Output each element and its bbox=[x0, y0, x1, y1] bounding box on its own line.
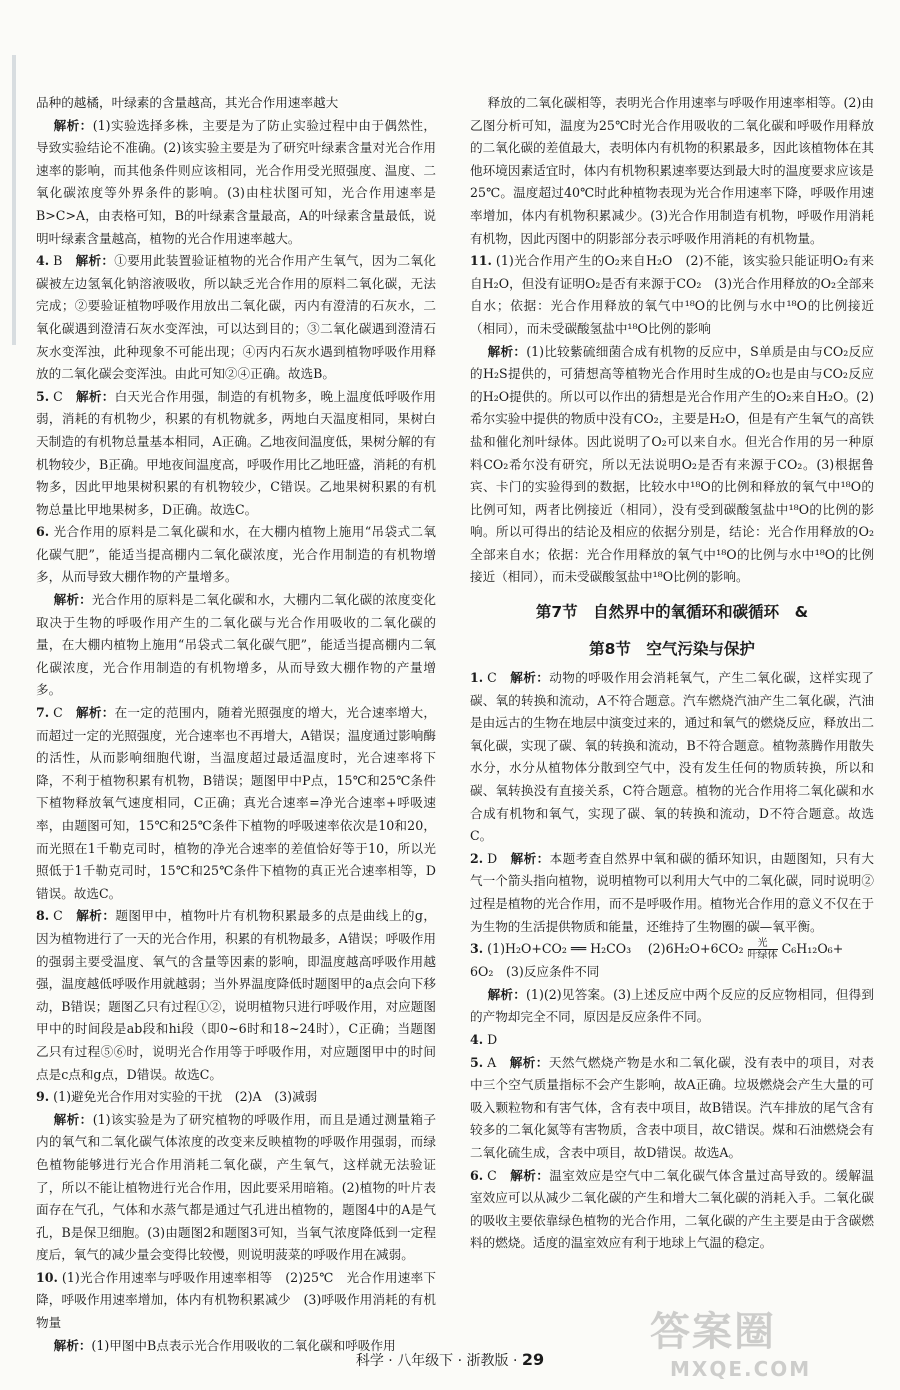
equation-1: (1)H₂O+CO₂ ══ H₂CO₃ bbox=[487, 941, 632, 957]
analysis-paragraph: 解析：(1)实验选择多株，主要是为了防止实验过程中由于偶然性，导致实验结论不准确。(2)该实验主要是为了研究叶绿素含量对光合作用速率的影响，而其他条件则应该相同，光合作用受光照强度、温度、二氧化碳浓度等外界条件的影响。(3)由柱状图可知，光合作用速率是B>C>A，由表格可知，B的叶绿素含量最高，A的叶绿素含量最低，说明叶绿素含量越高，植物的光合作用速率越大。 bbox=[36, 117, 437, 246]
analysis-paragraph: 解析：(1)甲图中B点表示光合作用吸收的二氧化碳和呼吸作用 bbox=[53, 1337, 396, 1353]
text-paragraph: 释放的二氧化碳相等，表明光合作用速率与呼吸作用速率相等。(2)由乙图分析可知，温度为25℃时光合作用吸收的二氧化碳和呼吸作用释放的二氧化碳的差值最大，表明体内有机物的积累最多，因此该植物体在其他环境因素适宜时，体内有机物积累速率要达到最大时的温度要求应该是25℃。温度超过40℃时此种植物表现为光合作用速率下降，呼吸作用速率增加，体内有机物积累减少。(3)光合作用制造有机物，呼吸作用消耗有机物，因此丙图中的阴影部分表示呼吸作用消耗的有机物量。 bbox=[470, 95, 874, 246]
question-9: 9. (1)避免光合作用对实验的干扰 (2)A (3)减弱 bbox=[36, 1089, 318, 1105]
watermark-logo: 答案圈 MXQE.COM bbox=[650, 1309, 812, 1381]
question-1: 1. C 解析：动物的呼吸作用会消耗氧气，产生二氧化碳，这样实现了碳、氧的转换和流动，A不符合题意。汽车燃烧汽油产生二氧化碳，汽油是由远古的生物在地层中演变过来的，通过和氧气的燃烧反应，释放出二氧化碳，实现了碳、氧的转换和流动，B不符合题意。植物蒸腾作用散失水分，水分从植物体分散到空气中，没有发生任何的物质转换，所以和碳、氧转换没有直接关系，C符合题意。植物的光合作用将二氧化碳和水合成有机物和氧气，实现了碳、氧的转换和流动，D不符合题意。故选C。 bbox=[470, 670, 875, 844]
footer-edition: 浙教版 bbox=[466, 1353, 509, 1369]
question-4b: 4. D bbox=[470, 1031, 498, 1047]
right-column bbox=[470, 92, 874, 1255]
section-heading-7: 第7节 自然界中的氧循环和碳循环 & bbox=[535, 603, 809, 622]
question-10: 10. (1)光合作用速率与呼吸作用速率相等 (2)25℃ 光合作用速率下降，呼吸作用速率增加，体内有机物积累减少 (3)呼吸作用消耗的有机物量 bbox=[36, 1269, 436, 1331]
analysis-paragraph: 解析：(1)比较紫硫细菌合成有机物的反应中，S单质是由与CO₂反应的H₂S提供的，可猜想高等植物光合作用时生成的O₂也是由与CO₂反应的H₂O提供的。所以可以作出的猜想是光合作用产生的O₂来自H₂O。(2)希尔实验中提供的物质中没有CO₂，主要是H₂O，但是有产生氧气的高铁盐和催化剂叶绿体。因此说明了O₂可以来自水。但光合作用的另一种原料CO₂希尔没有研究，所以无法说明O₂是否有来源于CO₂。(3)根据鲁宾、卡门的实验得到的数据，比较水中¹⁸O的比例和释放的氧气中¹⁸O的比例可知，两者比例接近（相同），没有受到碳酸氢盐中¹⁸O的比例的影响。所以可得出的结论及相应的依据分别是，结论：光合作用释放的O₂全部来自水；依据：光合作用释放的氧气中¹⁸O的比例与水中¹⁸O的比例接近（相同），而未受碳酸氢盐中¹⁸O比例的影响。 bbox=[470, 343, 875, 585]
question-8: 8. C 解析：题图甲中，植物叶片有机物积累最多的点是曲线上的g，因为植物进行了一天的光合作用，积累的有机物最多，A错误；呼吸作用的强弱主要受温度、氧气的含量等因素的影响，即温度越高呼吸作用越强，温度越低呼吸作用就越弱；当外界温度降低时题图甲的a点会向下移动，B错误；题图乙只有过程①②，说明植物只进行呼吸作用，对应题图甲中的时间段是ab段和hi段（即0~6时和18~24时），C正确；当题图乙只有过程⑤⑥时，说明光合作用等于呼吸作用，对应题图甲中的时间点是c点和g点，D错误。故选C。 bbox=[36, 908, 437, 1082]
question-5: 5. C 解析：白天光合作用强，制造的有机物多，晚上温度低呼吸作用弱，消耗的有机物少，积累的有机物就多，两地白天温度相同，果树白天制造的有机物总量基本相同，A正确。乙地夜间温度低，果树分解的有机物较少，B正确。甲地夜间温度高，呼吸作用比乙地旺盛，消耗的有机物多，因此甲地果树积累的有机物较少，C错误。乙地果树积累的有机物总量比甲地果树多，D正确。故选C。 bbox=[36, 388, 437, 517]
analysis-paragraph: 解析：(1)该实验是为了研究植物的呼吸作用，而且是通过测量箱子内的氧气和二氧化碳气体浓度的改变来反映植物的呼吸作用强弱，而绿色植物能够进行光合作用消耗二氧化碳，产生氧气，这样就无法验证了，所以不能让植物进行光合作用，因此要采用暗箱。(2)植物的叶片表面存在气孔，气体和水蒸气都是通过气孔进出植物的，题图4中的A是气孔，B是保卫细胞。(3)由题图2和题图3可知，当氧气浓度降低到一定程度后，氧气的减少量会变得比较慢，则说明菠菜的呼吸作用在减弱。 bbox=[36, 1111, 437, 1263]
reaction-condition: $\frac{\text{光}}{\text{叶绿体}}$ bbox=[747, 938, 778, 962]
equation-2-left: (2)6H₂O+6CO₂ bbox=[647, 941, 744, 957]
question-7: 7. C 解析：在一定的范围内，随着光照强度的增大，光合速率增大，而超过一定的光照强度，光合速率也不再增大，A错误；温度通过影响酶的活性，从而影响细胞代谢，当温度超过最适温度时，光合速率将下降，不利于植物积累有机物，B错误；题图甲中P点，15℃和25℃条件下植物释放氧气速度相同，C正确；真光合速率=净光合速率+呼吸速率，由题图可知，15℃和25℃条件下植物的呼吸速率依次是10和20，而光照在1千勒克司时，植物的净光合速率的差值恰好等于10，所以光照低于1千勒克司时，15℃和25℃条件下植物的真正光合速率相等，D错误。故选C。 bbox=[36, 705, 437, 901]
text-line: 品种的越橘，叶绿素的含量越高，其光合作用速率越大 bbox=[36, 95, 339, 110]
footer-subject: 科学 bbox=[355, 1353, 384, 1369]
section-heading-8: 第8节 空气污染与保护 bbox=[589, 640, 755, 659]
equation-continuation: 6O₂ (3)反应条件不同 bbox=[470, 964, 600, 980]
page-footer: 科学 · 八年级下 · 浙教版 · 29 bbox=[355, 1350, 545, 1369]
analysis-paragraph: 解析：光合作用的原料是二氧化碳和水，大棚内二氧化碳的浓度变化取决于生物的呼吸作用产生的二氧化碳与光合作用吸收的二氧化碳的量，在大棚内植物上施用“吊袋式二氧化碳气肥”，能适当提高棚内二氧化碳浓度，光合作用制造的有机物增多，从而导致大棚作物的产量增多。 bbox=[36, 592, 437, 698]
page-edge-bar bbox=[12, 55, 16, 345]
question-3: 3. (1)H₂O+CO₂ ══ H₂CO₃ (2)6H₂O+6CO₂ $\frac{\text{光}}{\text{叶绿体}}$ C₆H₁₂O₆+ bbox=[470, 938, 844, 962]
equation-2-right: C₆H₁₂O₆+ bbox=[781, 941, 844, 957]
question-2: 2. D 解析：本题考查自然界中氧和碳的循环知识，由题图知，只有大气一个箭头指向植物，说明植物可以利用大气中的二氧化碳，同时说明②过程是植物的光合作用，而不是呼吸作用。植物光合作用的意义不仅在于为生物的生活提供物质和能量，还维持了生物圈的碳—氧平衡。 bbox=[470, 850, 875, 934]
footer-grade: 八年级下 bbox=[397, 1353, 454, 1369]
question-6: 6. 光合作用的原料是二氧化碳和水，在大棚内植物上施用“吊袋式二氧化碳气肥”，能适当提高棚内二氧化碳浓度，光合作用制造的有机物增多，从而导致大棚作物的产量增多。 bbox=[36, 524, 436, 585]
question-6b: 6. C 解析：温室效应是空气中二氧化碳气体含量过高导致的。缓解温室效应可以从减少二氧化碳的产生和增大二氧化碳的消耗入手。二氧化碳的吸收主要依靠绿色植物的光合作用，二氧化碳的产生主要是由于含碳燃料的燃烧。适度的温室效应有利于地球上气温的稳定。 bbox=[470, 1167, 875, 1251]
left-column bbox=[36, 92, 436, 1357]
question-11: 11. (1)光合作用产生的O₂来自H₂O (2)不能，该实验只能证明O₂有来自H₂O，但没有证明O₂是否有来源于CO₂ (3)光合作用释放的O₂全部来自水；依据：光合作用释放的氧气中¹⁸O的比例与水中¹⁸O的比例接近（相同），而未受碳酸氢盐中¹⁸O比例的影响 bbox=[470, 253, 874, 336]
analysis-paragraph: 解析：(1)(2)见答案。(3)上述反应中两个反应的反应物相同，但得到的产物却完全不同，原因是反应条件不同。 bbox=[470, 986, 874, 1025]
page-number: 29 bbox=[521, 1350, 545, 1369]
question-4: 4. B 解析：①要用此装置验证植物的光合作用产生氧气，因为二氧化碳被左边氢氧化钠溶液吸收，所以缺乏光合作用的原料二氧化碳，无法完成；②要验证植物呼吸作用放出二氧化碳，丙内有澄清的石灰水，二氧化碳遇到澄清石灰水变浑浊，可以达到目的；③二氧化碳遇到澄清石灰水变浑浊，此种现象不可能出现；④丙内石灰水遇到植物呼吸作用释放的二氧化碳会变浑浊。由此可知②④正确。故选B。 bbox=[36, 253, 437, 382]
question-5b: 5. A 解析：天然气燃烧产物是水和二氧化碳，没有表中的项目，对表中三个空气质量指标不会产生影响，故A正确。垃圾燃烧会产生大量的可吸入颗粒物和有害气体，含有表中项目，故B错误。汽车排放的尾气含有较多的二氧化氮等有害物质，含表中项目，故C错误。煤和石油燃烧会有二氧化硫生成，含表中项目，故D错误。故选A。 bbox=[470, 1054, 875, 1160]
